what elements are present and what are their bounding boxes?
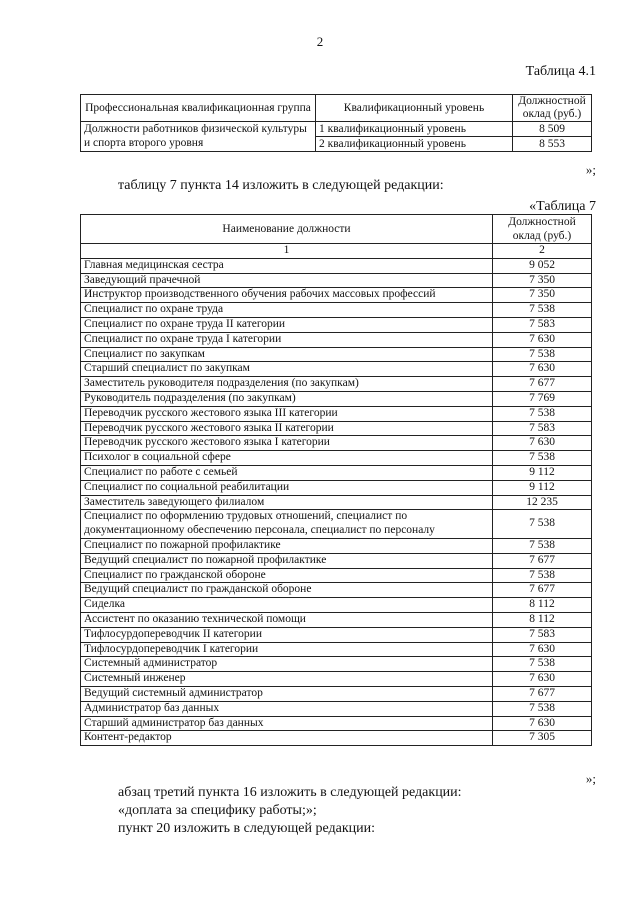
position-name-cell: Специалист по пожарной профилактике [81,538,493,553]
position-name-cell: Специалист по охране труда I категории [81,332,493,347]
salary-cell: 7 305 [493,731,592,746]
position-name-cell: Ассистент по оказанию технической помощи [81,612,493,627]
qualification-group-cell: Должности работников физической культуры и спорта второго уровня [81,122,316,152]
position-name-cell: Специалист по гражданской обороне [81,568,493,583]
salary-cell: 7 630 [493,672,592,687]
position-name-cell: Психолог в социальной сфере [81,451,493,466]
table-row [81,317,592,332]
position-name-cell: Старший администратор баз данных [81,716,493,731]
table-header-row [81,95,592,122]
salary-cell: 9 112 [493,480,592,495]
salary-cell: 7 630 [493,332,592,347]
position-name-cell: Системный инженер [81,672,493,687]
table-7-caption: «Таблица 7 [529,199,596,214]
position-name-cell: Переводчик русского жестового языка II категории [81,421,493,436]
table-row [81,701,592,716]
salary-cell: 7 350 [493,273,592,288]
position-name-cell: Заместитель руководителя подразделения (по закупкам) [81,377,493,392]
table-row [81,642,592,657]
table-header-row [81,215,592,244]
table-row [81,495,592,510]
position-name-cell: Тифлосурдопереводчик II категории [81,627,493,642]
position-name-cell: Старший специалист по закупкам [81,362,493,377]
table-row [81,657,592,672]
table-row [81,377,592,392]
salary-cell: 7 677 [493,686,592,701]
position-name-cell: Специалист по охране труда [81,303,493,318]
table-7-end-mark: »; [585,771,596,786]
closing-paragraph-2: «доплата за специфику работы;»; [118,803,317,818]
position-name-cell: Администратор баз данных [81,701,493,716]
table-row [81,716,592,731]
salary-cell: 7 583 [493,421,592,436]
level-cell: 2 квалификационный уровень [316,137,513,152]
table-row [81,672,592,687]
header-qualification-group: Профессиональная квалификационная группа [81,95,316,122]
table-row [81,406,592,421]
salary-cell: 9 052 [493,258,592,273]
table-row [81,347,592,362]
table-row [81,612,592,627]
position-name-cell: Переводчик русского жестового языка I категории [81,436,493,451]
salary-cell: 7 538 [493,568,592,583]
table-row [81,583,592,598]
salary-cell: 8 112 [493,612,592,627]
table-4-1-caption: Таблица 4.1 [525,64,596,79]
table-row [81,510,592,539]
salary-cell: 7 538 [493,538,592,553]
level-cell: 1 квалификационный уровень [316,122,513,137]
position-name-cell: Сиделка [81,598,493,613]
table-row [81,451,592,466]
closing-paragraph-3: пункт 20 изложить в следующей редакции: [118,821,375,836]
table-row [81,436,592,451]
table-row [81,480,592,495]
table-7-body [81,258,592,745]
salary-cell: 7 538 [493,701,592,716]
salary-cell: 7 630 [493,716,592,731]
table-4-1-end-mark: »; [585,162,596,177]
table-7 [80,214,592,746]
salary-cell: 7 583 [493,317,592,332]
table-row [81,627,592,642]
table-row [81,122,592,137]
position-name-cell: Ведущий специалист по гражданской обороне [81,583,493,598]
position-name-cell: Ведущий системный администратор [81,686,493,701]
salary-cell: 8 553 [513,137,592,152]
table-row [81,731,592,746]
salary-cell: 8 509 [513,122,592,137]
salary-cell: 7 677 [493,377,592,392]
salary-cell: 7 630 [493,642,592,657]
table-row [81,421,592,436]
table-row [81,538,592,553]
table-row [81,465,592,480]
position-name-cell: Специалист по оформлению трудовых отношений, специалист по документационному обеспечению персонала, специалист по персоналу [81,510,493,539]
table-4-1 [80,94,592,152]
salary-cell: 7 350 [493,288,592,303]
closing-paragraph-1: абзац третий пункта 16 изложить в следующей редакции: [118,785,462,800]
column-number: 2 [493,244,592,259]
header-salary: Должностной оклад (руб.) [513,95,592,122]
salary-cell: 7 630 [493,436,592,451]
salary-cell: 9 112 [493,465,592,480]
salary-cell: 7 538 [493,657,592,672]
position-name-cell: Системный администратор [81,657,493,672]
position-name-cell: Контент-редактор [81,731,493,746]
position-name-cell: Руководитель подразделения (по закупкам) [81,391,493,406]
position-name-cell: Главная медицинская сестра [81,258,493,273]
salary-cell: 7 677 [493,583,592,598]
position-name-cell: Заместитель заведующего филиалом [81,495,493,510]
header-salary: Должностной оклад (руб.) [493,215,592,244]
table-row [81,553,592,568]
table-row [81,598,592,613]
position-name-cell: Специалист по закупкам [81,347,493,362]
table-row [81,332,592,347]
salary-cell: 7 769 [493,391,592,406]
table-row [81,273,592,288]
table-row [81,391,592,406]
table-row [81,686,592,701]
position-name-cell: Специалист по социальной реабилитации [81,480,493,495]
salary-cell: 7 630 [493,362,592,377]
page-number: 2 [316,34,324,49]
position-name-cell: Переводчик русского жестового языка III категории [81,406,493,421]
salary-cell: 7 677 [493,553,592,568]
header-qualification-level: Квалификационный уровень [316,95,513,122]
position-name-cell: Инструктор производственного обучения рабочих массовых профессий [81,288,493,303]
column-number-row [81,244,592,259]
table-row [81,303,592,318]
table-row [81,568,592,583]
column-number: 1 [81,244,493,259]
table-row [81,288,592,303]
salary-cell: 7 538 [493,451,592,466]
position-name-cell: Заведующий прачечной [81,273,493,288]
position-name-cell: Специалист по работе с семьей [81,465,493,480]
intro-paragraph: таблицу 7 пункта 14 изложить в следующей редакции: [118,178,444,193]
position-name-cell: Тифлосурдопереводчик I категории [81,642,493,657]
salary-cell: 7 538 [493,510,592,539]
table-row [81,362,592,377]
table-row [81,258,592,273]
salary-cell: 12 235 [493,495,592,510]
position-name-cell: Ведущий специалист по пожарной профилактике [81,553,493,568]
salary-cell: 7 538 [493,406,592,421]
salary-cell: 7 583 [493,627,592,642]
position-name-cell: Специалист по охране труда II категории [81,317,493,332]
header-position-name: Наименование должности [81,215,493,244]
salary-cell: 7 538 [493,303,592,318]
salary-cell: 8 112 [493,598,592,613]
salary-cell: 7 538 [493,347,592,362]
